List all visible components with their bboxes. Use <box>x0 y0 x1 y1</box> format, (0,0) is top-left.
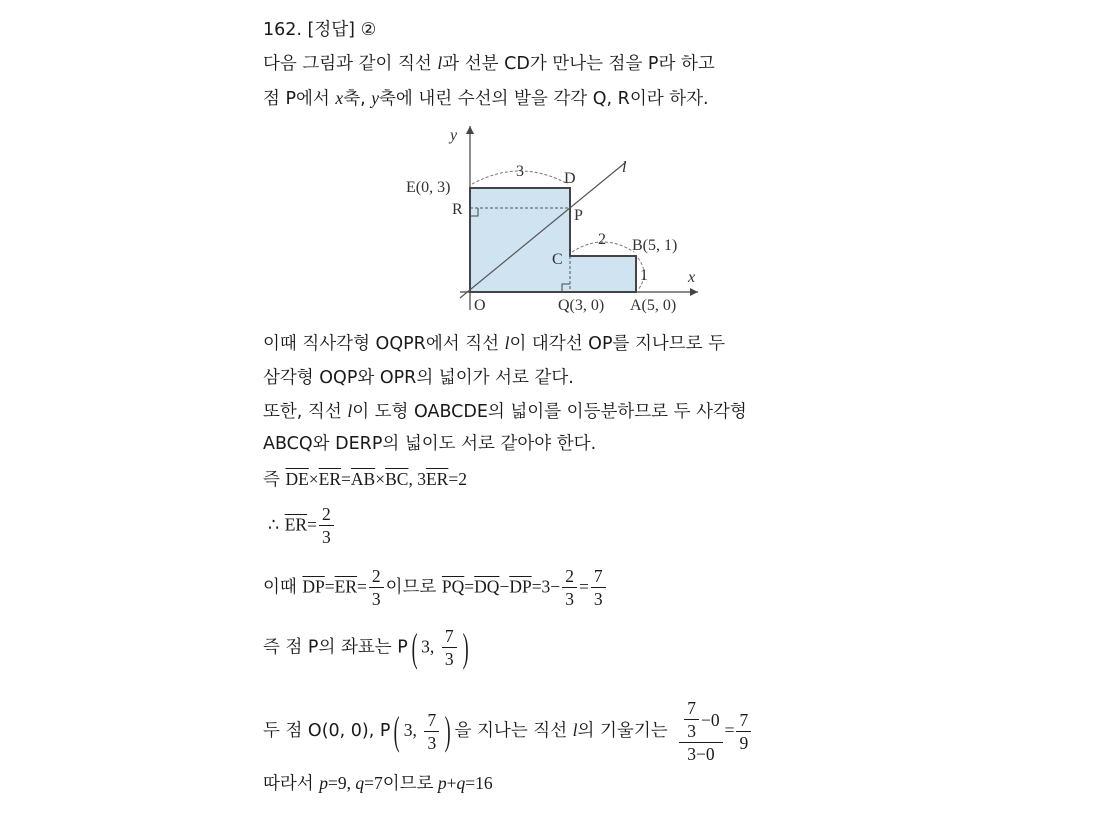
equals: = <box>324 576 335 597</box>
segment-dq: $\overline{DQ}$ <box>474 576 500 597</box>
numerator: 2 <box>562 565 577 588</box>
paren-open: ( <box>394 708 401 753</box>
equation-1 <box>263 468 467 491</box>
y-axis-arrow <box>466 126 474 134</box>
q-var: q <box>355 773 365 793</box>
body-line-2 <box>263 367 574 389</box>
fraction-2-3 <box>369 565 384 610</box>
label-r: R <box>452 201 463 218</box>
fraction-7-3 <box>684 697 699 742</box>
equation-2 <box>268 503 336 548</box>
intro-line-2 <box>263 87 709 110</box>
text: 이므로 <box>385 577 442 598</box>
slope-numerator <box>679 697 722 743</box>
denominator: 3 <box>687 721 696 741</box>
text: 또한, 직선 <box>263 402 348 422</box>
fraction-7-9 <box>736 709 751 754</box>
equals: = <box>307 514 317 535</box>
numerator: 7 <box>442 625 457 648</box>
q-var: q <box>456 773 466 793</box>
body-line-3 <box>263 400 747 423</box>
denominator: 3 <box>371 589 381 609</box>
text: 삼각형 OQP와 OPR의 넓이가 서로 같다. <box>263 368 574 388</box>
text: 축, <box>343 89 372 109</box>
label-d: D <box>564 170 576 187</box>
text: 과 선분 CD가 만나는 점을 P라 하고 <box>442 54 715 74</box>
text: 즉 <box>263 470 286 490</box>
segment-de: $\overline{DE}$ <box>285 469 309 489</box>
equals: = <box>464 576 475 597</box>
fraction-2-3 <box>562 565 577 610</box>
line-var: l <box>504 333 510 353</box>
denominator: 3 <box>565 589 574 609</box>
fraction-7-3 <box>442 625 457 670</box>
segment-er: $\overline{ER}$ <box>284 514 308 535</box>
text: 축에 내린 수선의 발을 각각 Q, R이라 하자. <box>379 89 709 109</box>
label-e: E(0, 3) <box>406 179 451 196</box>
label-x: x <box>688 269 696 286</box>
paren-close: ) <box>462 624 469 670</box>
shaded-region <box>470 188 636 292</box>
text: =9, <box>328 773 356 793</box>
label-q: Q(3, 0) <box>558 297 605 314</box>
y-var: y <box>371 88 379 108</box>
text: , 3 <box>408 469 426 489</box>
denominator: 3 <box>444 649 454 669</box>
p-var: p <box>319 773 329 793</box>
text: 따라서 <box>263 774 320 794</box>
label-b: B(5, 1) <box>632 237 678 254</box>
segment-dp: $\overline{DP}$ <box>302 576 325 597</box>
label-p: P <box>574 207 583 224</box>
text: =7이므로 <box>364 773 438 793</box>
text: 이 대각선 OP를 지나므로 두 <box>509 334 726 354</box>
final-line <box>263 772 493 795</box>
numerator: 7 <box>736 709 751 732</box>
equation-5 <box>263 697 753 765</box>
equation-4 <box>263 625 472 670</box>
equals: = <box>357 576 367 597</box>
text: 다음 그림과 같이 직선 <box>263 54 438 74</box>
coordinate-figure <box>398 120 708 320</box>
text: 이때 직사각형 OQPR에서 직선 <box>263 334 505 354</box>
slope-fraction <box>679 697 722 765</box>
problem-number: 162. <box>263 20 302 40</box>
text: 점 P에서 <box>263 89 336 109</box>
paren-open: ( <box>411 624 418 670</box>
times: × <box>308 469 319 489</box>
text: 을 지나는 직선 <box>454 721 573 741</box>
equals: = <box>724 720 735 740</box>
body-line-4 <box>263 433 596 455</box>
text: 이때 <box>263 577 303 598</box>
answer-header <box>263 19 376 41</box>
text: ABCQ와 DERP의 넓이도 서로 같아야 한다. <box>263 434 597 454</box>
slope-denominator: 3−0 <box>687 744 715 764</box>
text: =16 <box>465 773 493 793</box>
body-line-1 <box>263 332 725 355</box>
numerator: 7 <box>424 709 439 732</box>
x-var: x <box>335 88 344 108</box>
segment-er: $\overline{ER}$ <box>318 469 342 489</box>
minus: − <box>499 576 510 597</box>
equals: = <box>341 469 351 489</box>
denominator: 3 <box>321 527 331 547</box>
segment-er: $\overline{ER}$ <box>334 576 357 597</box>
numerator: 7 <box>684 697 699 720</box>
label-a: A(5, 0) <box>630 297 677 314</box>
length-cb: 2 <box>598 231 606 248</box>
line-var: l <box>347 401 353 421</box>
equals: = <box>578 576 589 597</box>
text: =3− <box>531 576 561 597</box>
text: 즉 점 P의 좌표는 P <box>263 637 408 658</box>
text: 이 도형 OABCDE의 넓이를 이등분하므로 두 사각형 <box>352 402 747 422</box>
line-var: l <box>437 53 443 73</box>
text: 3, <box>421 636 435 657</box>
numerator: 7 <box>591 565 606 588</box>
p-var: p <box>437 773 447 793</box>
length-ab: 1 <box>640 267 648 284</box>
text: =2 <box>448 469 467 489</box>
label-c: C <box>552 251 563 268</box>
label-l: l <box>622 159 627 176</box>
segment-bc: $\overline{BC}$ <box>385 469 409 489</box>
plus: + <box>446 773 457 793</box>
therefore-symbol: ∴ <box>268 515 285 536</box>
segment-er: $\overline{ER}$ <box>425 469 449 489</box>
text: 3, <box>403 720 417 740</box>
times: × <box>375 469 386 489</box>
fraction-7-3 <box>424 709 439 754</box>
denominator: 3 <box>593 589 603 609</box>
equation-3 <box>263 565 608 610</box>
numerator: 2 <box>319 503 334 526</box>
numerator: 2 <box>369 565 384 588</box>
text: 의 기울기는 <box>577 721 668 741</box>
x-axis-arrow <box>690 288 698 296</box>
denominator: 9 <box>739 732 749 753</box>
segment-pq: $\overline{PQ}$ <box>441 576 465 597</box>
line-var: l <box>572 720 578 740</box>
label-o: O <box>474 297 486 314</box>
intro-line-1 <box>263 52 715 75</box>
paren-close: ) <box>444 708 451 753</box>
text: 두 점 O(0, 0), P <box>263 721 391 741</box>
fraction-7-3 <box>591 565 606 610</box>
segment-dp: $\overline{DP}$ <box>509 576 532 597</box>
text: −0 <box>700 709 720 730</box>
length-ed: 3 <box>516 163 524 180</box>
denominator: 3 <box>427 732 437 753</box>
label-y: y <box>450 127 458 144</box>
fraction-2-3 <box>319 503 334 548</box>
answer-tag: [정답] ② <box>307 20 377 40</box>
segment-ab: $\overline{AB}$ <box>350 469 376 489</box>
